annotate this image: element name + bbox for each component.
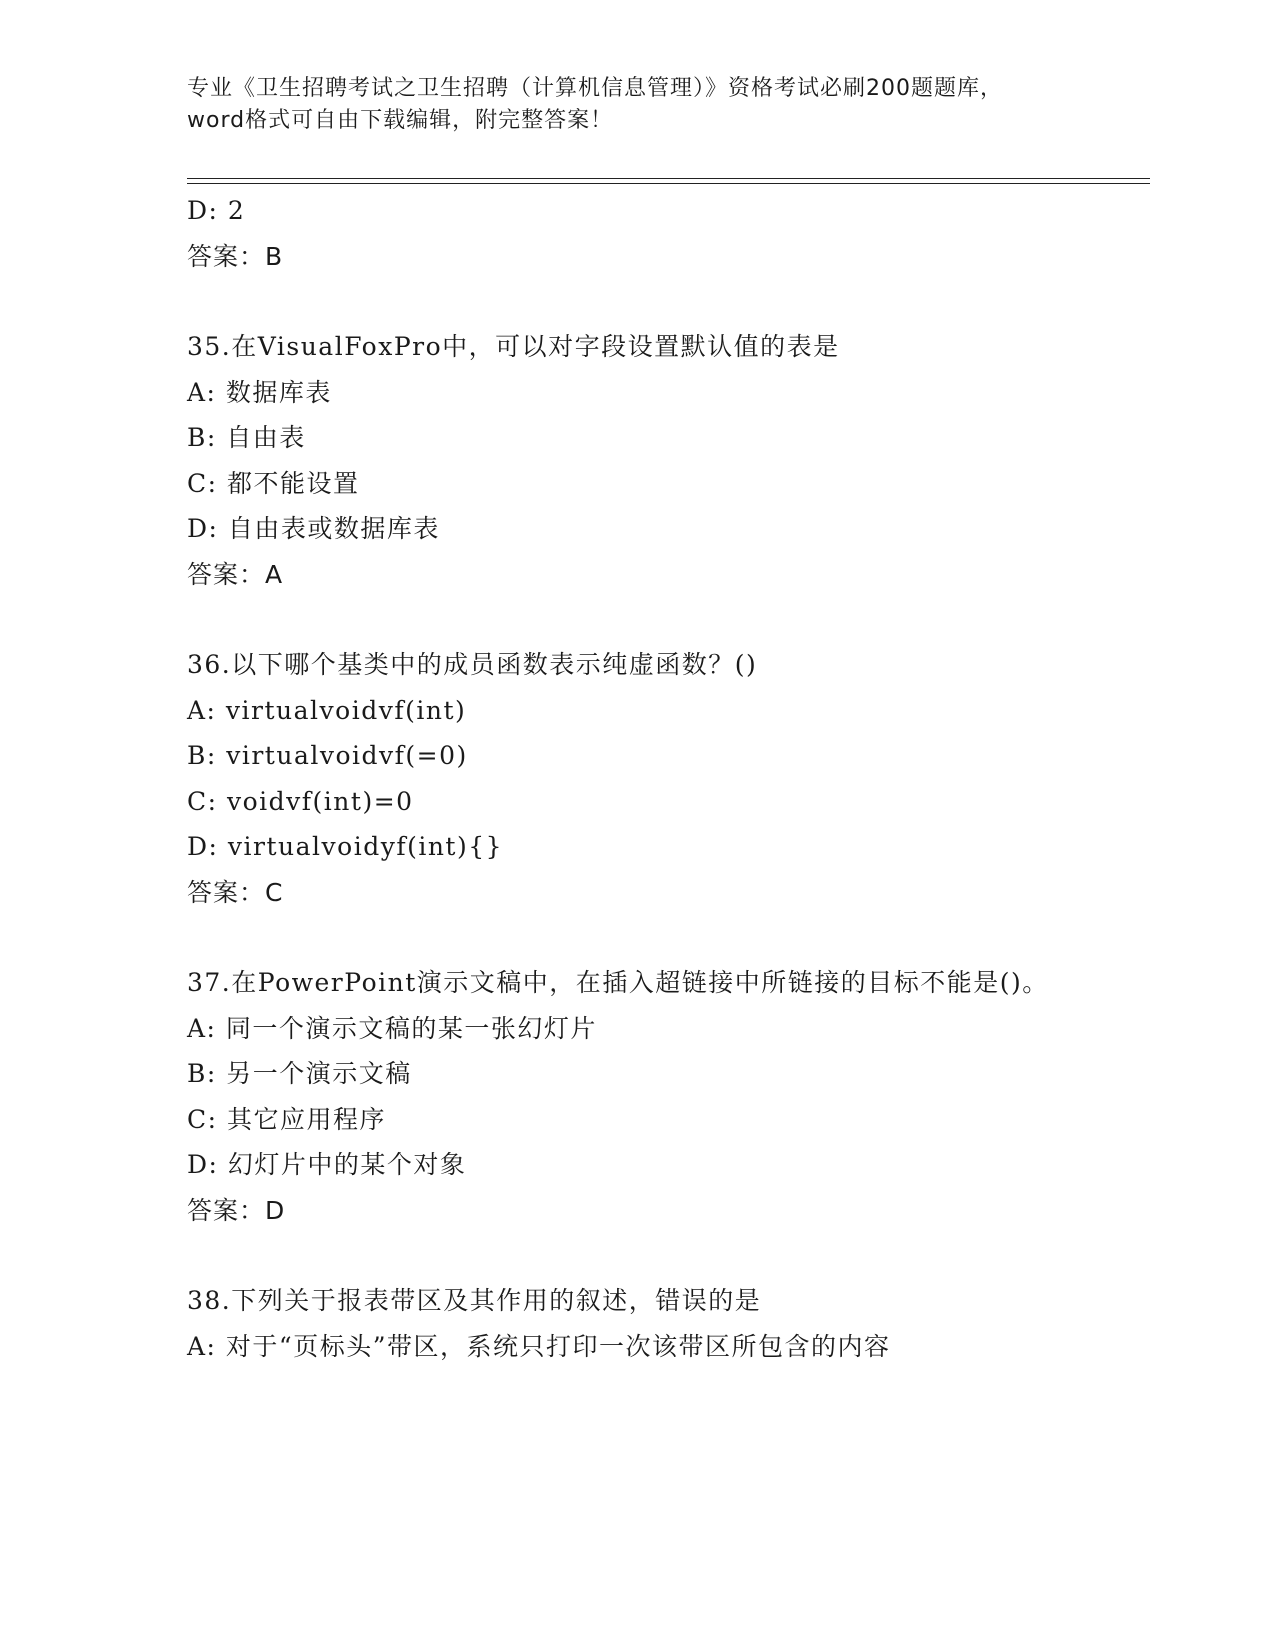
option-b: B: 自由表 [187,423,306,452]
answer: 答案：A [187,559,284,589]
question-stem: 38.下列关于报表带区及其作用的叙述，错误的是 [187,1286,762,1315]
question-stem: 37.在PowerPoint演示文稿中，在插入超链接中所链接的目标不能是()。 [187,968,1049,997]
spacer [187,279,1150,324]
answer: 答案：B [187,241,284,271]
question-stem: 36.以下哪个基类中的成员函数表示纯虚函数？() [187,650,758,679]
spacer [187,915,1150,960]
option-a: A: virtualvoidvf(int) [187,695,467,725]
header-title-line-2: word格式可自由下载编辑，附完整答案！ [187,108,614,133]
question-list [187,188,1150,1369]
option-c: C: 其它应用程序 [187,1104,386,1134]
option-d: D: 幻灯片中的某个对象 [187,1150,467,1179]
question-36 [187,642,1150,915]
option-b: B: 另一个演示文稿 [187,1059,412,1088]
option-b: B: virtualvoidvf(=0) [187,741,468,770]
question-37 [187,960,1150,1233]
option-d: D: 自由表或数据库表 [187,514,440,543]
option-a: A: 对于“页标头”带区，系统只打印一次该带区所包含的内容 [187,1331,891,1361]
question-38 [187,1278,1150,1369]
header-title-line-1: 专业《卫生招聘考试之卫生招聘（计算机信息管理）》资格考试必刷200题题库， [187,76,1003,101]
spacer [187,597,1150,642]
answer: 答案：C [187,877,284,907]
option-a: A: 数据库表 [187,377,332,407]
header-divider-bottom [187,183,1150,184]
option-c: C: 都不能设置 [187,468,360,498]
header-divider-top [187,178,1150,179]
option-d: D: virtualvoidyf(int){} [187,832,504,861]
option-d: D: 2 [187,196,246,225]
option-a: A: 同一个演示文稿的某一张幻灯片 [187,1013,597,1043]
question-stem: 35.在VisualFoxPro中，可以对字段设置默认值的表是 [187,332,840,361]
answer: 答案：D [187,1195,286,1225]
option-c: C: voidvf(int)=0 [187,786,414,816]
spacer [187,1233,1150,1278]
question-35 [187,324,1150,597]
document-header [187,73,1087,137]
